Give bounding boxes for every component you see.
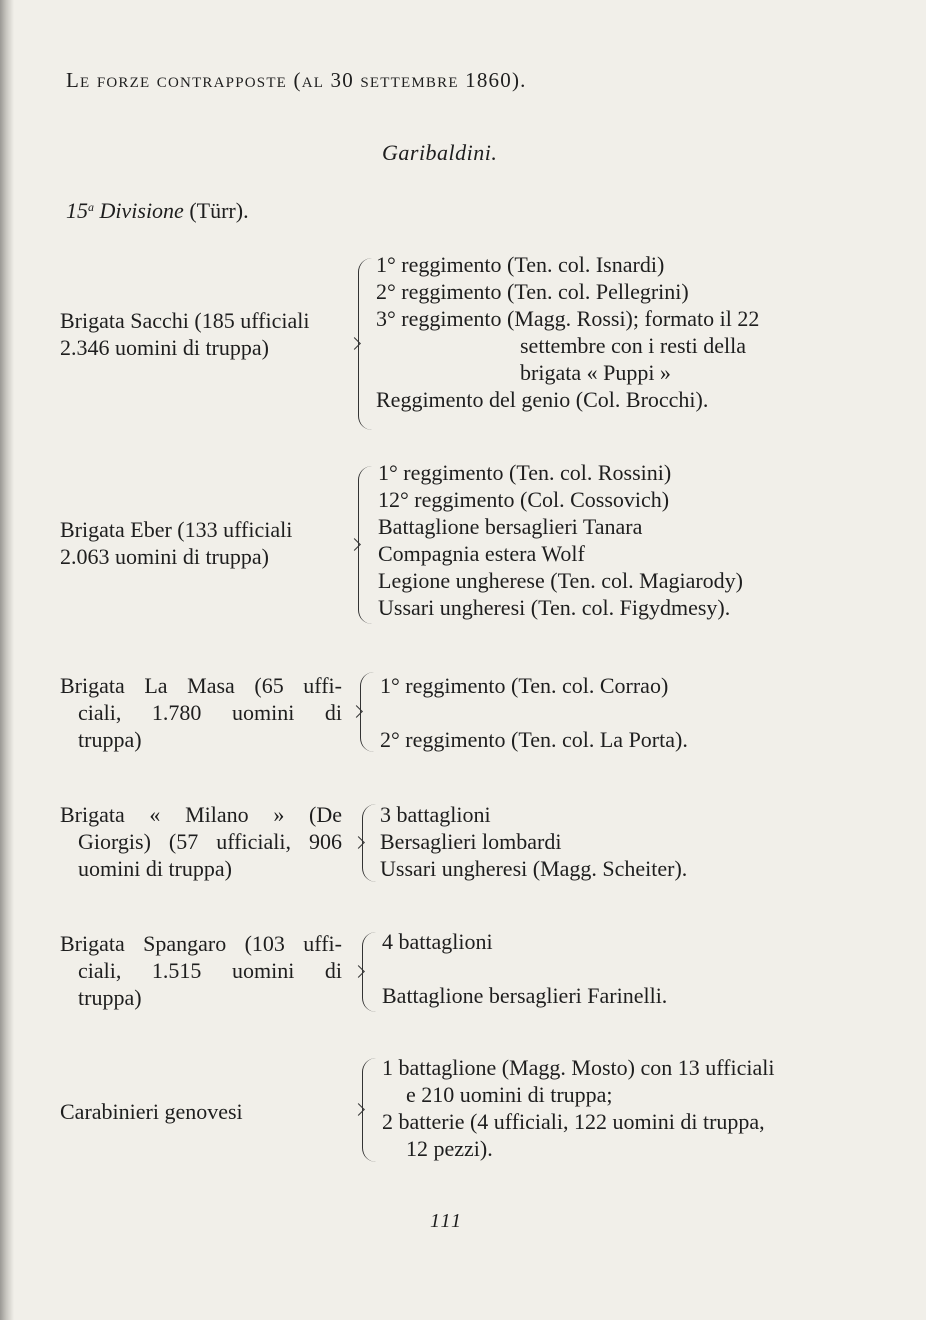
- list-item-continuation: settembre con i resti della: [520, 333, 747, 358]
- brace: [358, 258, 375, 430]
- unit-line: Brigata Spangaro (103 uffi-: [60, 931, 342, 956]
- unit-items-eber: [378, 459, 743, 621]
- unit-items-la-masa: [380, 672, 688, 753]
- running-header: Le forze contrapposte (al 30 settembre 1860).: [66, 68, 527, 92]
- list-item: 1° reggimento (Ten. col. Corrao): [380, 673, 669, 698]
- division-commander: (Türr).: [189, 198, 249, 223]
- unit-items-sacchi: [376, 251, 759, 413]
- page-number: 111: [430, 1210, 464, 1232]
- unit-brigata-milano: [60, 801, 342, 882]
- list-item: Battaglione bersaglieri Tanara: [378, 514, 643, 539]
- unit-line: Brigata Eber (133 ufficiali: [60, 517, 293, 542]
- brace: [360, 672, 377, 752]
- division-name: Divisione: [99, 198, 184, 223]
- brace: [362, 932, 379, 1012]
- unit-line: Carabinieri genovesi: [60, 1099, 243, 1124]
- unit-line: uomini di truppa): [78, 856, 232, 881]
- list-item: Bersaglieri lombardi: [380, 829, 562, 854]
- unit-brigata-sacchi: [60, 307, 342, 361]
- list-item: 2° reggimento (Ten. col. La Porta).: [380, 727, 688, 752]
- unit-line: Brigata « Milano » (De: [60, 802, 342, 827]
- division-heading: [66, 198, 249, 224]
- list-item: Ussari ungheresi (Ten. col. Figydmesy).: [378, 595, 731, 620]
- list-item: 12° reggimento (Col. Cossovich): [378, 487, 670, 512]
- unit-brigata-spangaro: [60, 930, 342, 1011]
- list-item: 4 battaglioni: [382, 929, 493, 954]
- unit-line: Giorgis) (57 ufficiali, 906: [78, 829, 342, 854]
- division-number: 15: [66, 198, 88, 223]
- unit-line: 2.346 uomini di truppa): [60, 335, 269, 360]
- unit-line: 2.063 uomini di truppa): [60, 544, 269, 569]
- list-item: 2 batterie (4 ufficiali, 122 uomini di truppa,: [382, 1109, 765, 1134]
- list-item: Compagnia estera Wolf: [378, 541, 585, 566]
- unit-brigata-eber: [60, 516, 342, 570]
- brace: [362, 1058, 379, 1162]
- unit-items-spangaro: [382, 928, 667, 1009]
- list-item: Battaglione bersaglieri Farinelli.: [382, 983, 668, 1008]
- list-item: Legione ungherese (Ten. col. Magiarody): [378, 568, 743, 593]
- unit-line: ciali, 1.515 uomini di: [78, 958, 342, 983]
- list-item: Ussari ungheresi (Magg. Scheiter).: [380, 856, 688, 881]
- list-item: 1° reggimento (Ten. col. Rossini): [378, 460, 672, 485]
- unit-brigata-la-masa: [60, 672, 342, 753]
- unit-line: ciali, 1.780 uomini di: [78, 700, 342, 725]
- unit-line: Brigata La Masa (65 uffi-: [60, 673, 342, 698]
- unit-items-carabinieri: [382, 1054, 774, 1162]
- list-item: 1° reggimento (Ten. col. Isnardi): [376, 252, 665, 277]
- division-ordinal: a: [88, 200, 94, 214]
- unit-carabinieri-genovesi: [60, 1098, 342, 1125]
- brace: [362, 804, 379, 882]
- unit-line: truppa): [78, 985, 142, 1010]
- section-title: Garibaldini.: [382, 140, 498, 165]
- list-item-continuation: e 210 uomini di truppa;: [406, 1082, 613, 1107]
- list-item-continuation: brigata « Puppi »: [520, 360, 671, 385]
- unit-line: Brigata Sacchi (185 ufficiali: [60, 308, 310, 333]
- unit-line: truppa): [78, 727, 142, 752]
- list-item-continuation: 12 pezzi).: [406, 1136, 493, 1161]
- list-item: 3 battaglioni: [380, 802, 491, 827]
- list-item: 1 battaglione (Magg. Mosto) con 13 ufficiali: [382, 1055, 775, 1080]
- list-item: 2° reggimento (Ten. col. Pellegrini): [376, 279, 689, 304]
- brace: [358, 466, 375, 624]
- page-gutter-shadow: [0, 0, 14, 1320]
- list-item: Reggimento del genio (Col. Brocchi).: [376, 387, 709, 412]
- list-item: 3° reggimento (Magg. Rossi); formato il 22: [376, 306, 760, 331]
- unit-items-milano: [380, 801, 687, 882]
